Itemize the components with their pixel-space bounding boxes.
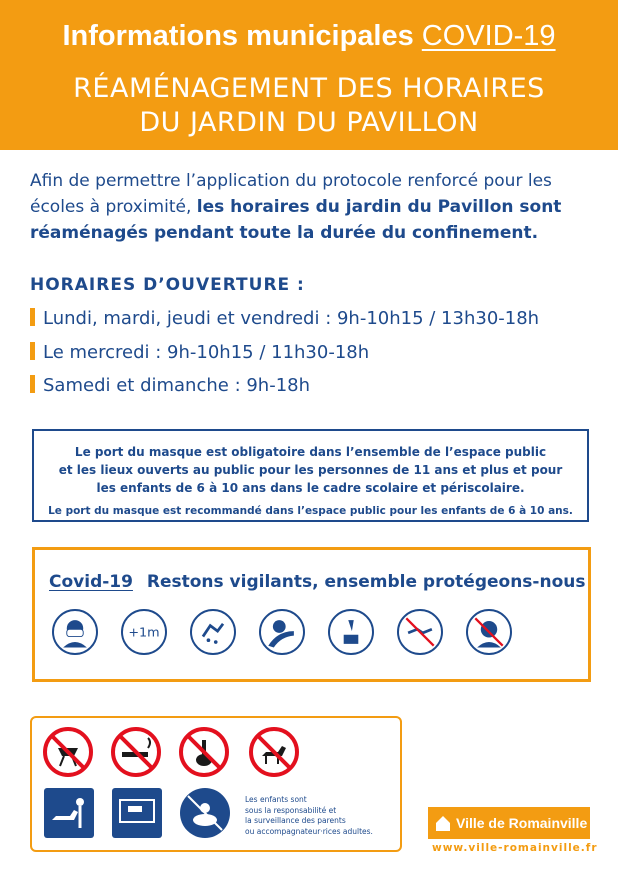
mask-line-4: Le port du masque est recommandé dans l’espace public pour les enfants de 6 à 10 ans. (48, 505, 573, 517)
house-logo-icon (434, 813, 452, 833)
feed-birds-icon (180, 788, 230, 838)
no-barbecue-icon (42, 726, 94, 778)
title-covid: COVID-19 (421, 20, 556, 52)
intro-bold: les horaires du jardin du Pavillon sont réaménagés pendant toute la durée du confinement. (30, 197, 562, 243)
vigilance-box (32, 547, 591, 682)
distance-label: +1m (128, 625, 160, 641)
hours-item-text: Samedi et dimanche : 9h-18h (43, 375, 311, 396)
intro-text: Afin de permettre l’application du protocole renforcé pour les écoles à proximité, (30, 171, 552, 217)
no-smoking-icon (110, 726, 162, 778)
subtitle-line-2: DU JARDIN DU PAVILLON (139, 107, 479, 138)
rules-panel (30, 716, 402, 852)
header-banner (0, 0, 618, 150)
cough-elbow-icon (259, 609, 305, 655)
mask-line-3: les enfants de 6 à 10 ans dans le cadre scolaire et périscolaire. (96, 481, 525, 495)
bullet-bar (30, 342, 35, 360)
city-logo (428, 807, 590, 839)
page-subtitle (0, 72, 618, 140)
children-line-3: la surveillance des parents (245, 816, 346, 825)
bullet-bar (30, 308, 35, 326)
mask-icon (52, 609, 98, 655)
no-handshake-icon (397, 609, 443, 655)
video-surveillance-icon (112, 788, 162, 838)
no-face-touch-icon (466, 609, 512, 655)
children-line-1: Les enfants sont (245, 795, 307, 804)
no-hookah-icon (178, 726, 230, 778)
hours-item (30, 342, 369, 363)
city-url[interactable]: www.ville-romainville.fr (432, 842, 598, 854)
intro-paragraph (30, 168, 600, 246)
hours-title: HORAIRES D’OUVERTURE : (30, 275, 305, 295)
bullet-bar (30, 375, 35, 393)
vigilance-text: Restons vigilants, ensemble protégeons-nous (146, 572, 586, 592)
covid-label: Covid-19 (49, 572, 133, 592)
mask-line-2: et les lieux ouverts au public pour les personnes de 11 ans et plus et pour (58, 463, 563, 477)
hours-item (30, 375, 310, 396)
children-line-4: ou accompagnateur·rices adultes. (245, 826, 373, 836)
children-notice (245, 795, 395, 837)
mask-notice (32, 429, 589, 522)
distance-icon (121, 609, 167, 655)
handwash-icon (190, 609, 236, 655)
hours-item-text: Le mercredi : 9h-10h15 / 11h30-18h (43, 342, 370, 363)
guide-dog-icon (44, 788, 94, 838)
tissue-bin-icon (328, 609, 374, 655)
mask-line-1: Le port du masque est obligatoire dans l’ensemble de l’espace public (74, 445, 547, 459)
vigilance-title (49, 572, 585, 592)
hours-item (30, 308, 539, 329)
subtitle-line-1: RÉAMÉNAGEMENT DES HORAIRES (73, 73, 545, 104)
children-line-2: sous la responsabilité et (245, 805, 337, 815)
title-main: Informations municipales (62, 20, 414, 52)
no-dogs-icon (248, 726, 300, 778)
logo-text: Ville de Romainville (456, 815, 588, 831)
page-title (0, 20, 618, 53)
hours-item-text: Lundi, mardi, jeudi et vendredi : 9h-10h15 / 13h30-18h (43, 308, 540, 329)
